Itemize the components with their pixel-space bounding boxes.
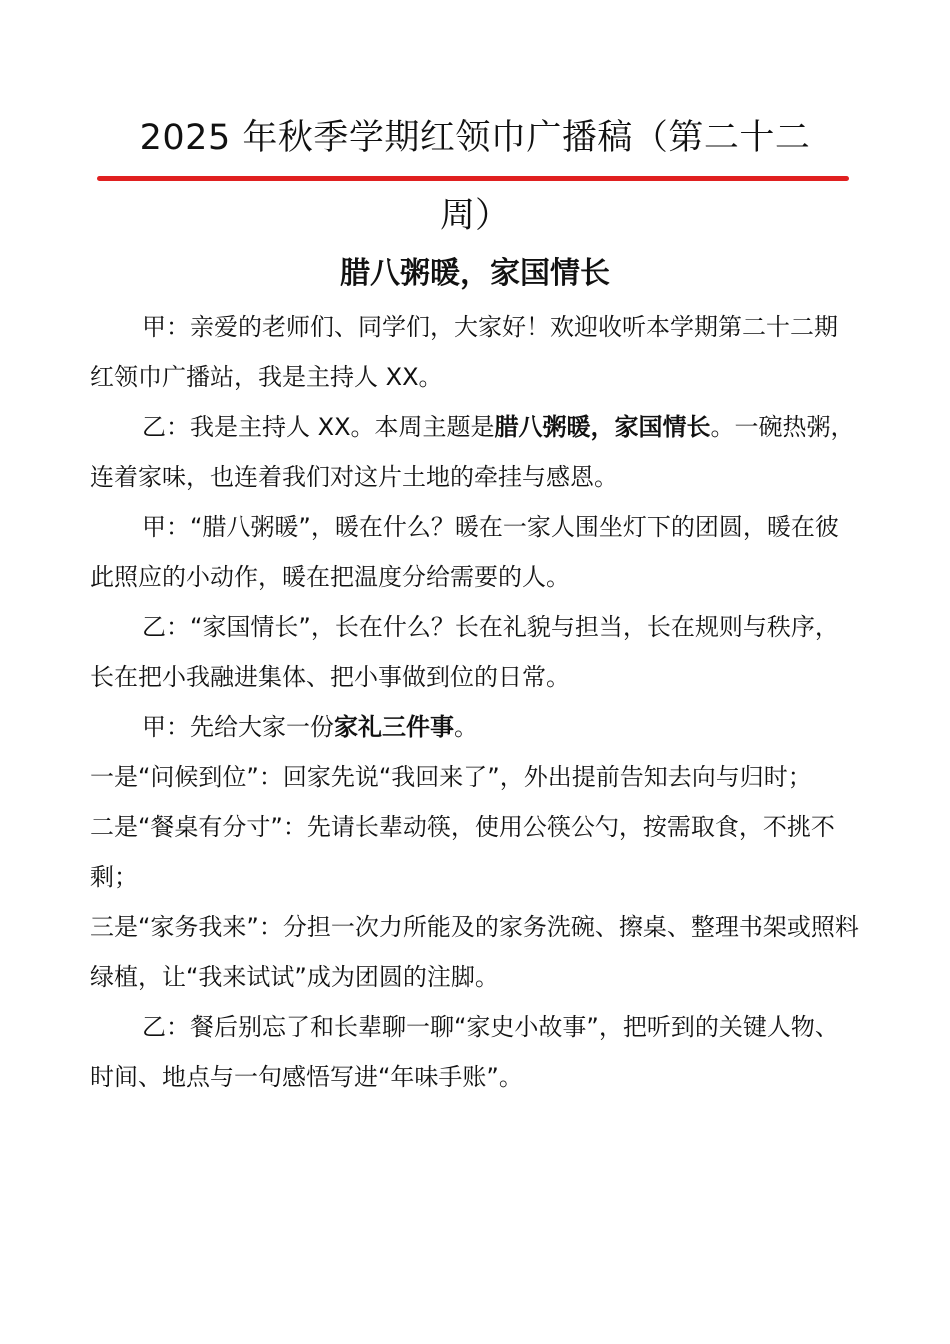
paragraph-host-a-warmth — [90, 502, 860, 602]
list-item-text: 一是“问候到位”：回家先说“我回来了”，外出提前告知去向与归时； — [90, 763, 812, 791]
paragraph-text: 甲：亲爱的老师们、同学们，大家好！欢迎收听本学期第二十二期红领巾广播站，我是主持人 XX。 — [90, 313, 838, 391]
document-title-line-1: 2025 年秋季学期红领巾广播稿（第二十二 — [139, 118, 811, 158]
paragraph-host-a-greeting — [90, 302, 860, 402]
list-item-table-manners — [90, 802, 860, 902]
document-subtitle: 腊八粥暖，家国情长 — [340, 256, 610, 291]
three-things-emphasis: 家礼三件事 — [334, 713, 454, 741]
paragraph-host-b-family-country — [90, 602, 860, 702]
list-item-text: 二是“餐桌有分寸”：先请长辈动筷，使用公筷公勺，按需取食，不挑不剩； — [90, 813, 835, 891]
title-underline-rule — [97, 176, 849, 181]
document-body — [90, 302, 860, 1102]
list-item-text: 三是“家务我来”：分担一次力所能及的家务洗碗、擦桌、整理书架或照料绿植，让“我来试试”成为团圆的注脚。 — [90, 913, 859, 991]
list-item-greeting — [90, 752, 860, 802]
paragraph-text: 乙：我是主持人 XX。本周主题是 — [142, 413, 495, 441]
list-item-housework — [90, 902, 860, 1002]
paragraph-host-a-three-things — [90, 702, 860, 752]
document-title-line-2: 周） — [439, 196, 510, 236]
paragraph-host-b-theme — [90, 402, 860, 502]
paragraph-text: 甲：先给大家一份 — [142, 713, 334, 741]
paragraph-text: 。一碗热粥，连着家味，也连着我们对这片土地的牵挂与感恩。 — [90, 413, 855, 491]
theme-emphasis: 腊八粥暖，家国情长 — [494, 413, 711, 441]
paragraph-text: 乙：“家国情长”，长在什么？长在礼貌与担当，长在规则与秩序，长在把小我融进集体、把小事做到位的日常。 — [90, 613, 839, 691]
paragraph-host-b-family-history — [90, 1002, 860, 1102]
paragraph-text: 甲：“腊八粥暖”，暖在什么？暖在一家人围坐灯下的团圆，暖在彼此照应的小动作，暖在把温度分给需要的人。 — [90, 513, 839, 591]
paragraph-text: 。 — [454, 713, 478, 741]
paragraph-text: 乙：餐后别忘了和长辈聊一聊“家史小故事”，把听到的关键人物、时间、地点与一句感悟写进“年味手账”。 — [90, 1013, 839, 1091]
